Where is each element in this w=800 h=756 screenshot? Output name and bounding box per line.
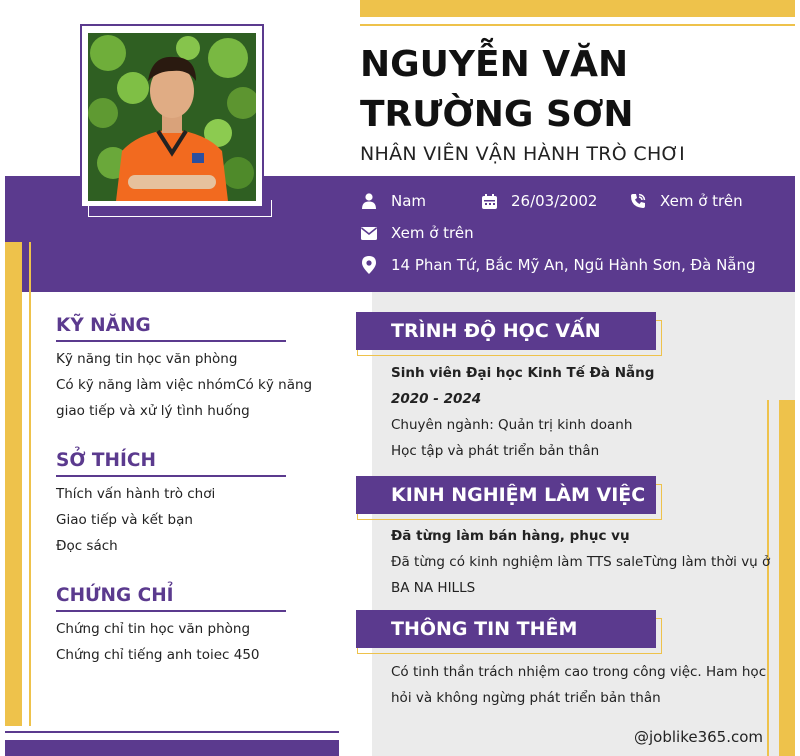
calendar-icon [480,194,498,209]
education-major: Chuyên ngành: Quản trị kinh doanh [391,417,633,433]
skill-item: Kỹ năng tin học văn phòng [56,351,238,367]
watermark: @joblike365.com [634,728,764,746]
top-accent-line [360,24,795,26]
phone-value: Xem ở trên [660,192,743,210]
certificates-title: CHỨNG CHỈ [56,585,174,606]
profile-photo [88,33,256,201]
right-accent-bar [779,400,795,756]
gender-value: Nam [391,192,427,210]
education-school: Sinh viên Đại học Kinh Tế Đà Nẵng [391,365,655,381]
user-icon [360,193,378,209]
hobbies-title: SỞ THÍCH [56,450,156,471]
education-note: Học tập và phát triển bản thân [391,443,600,459]
email-value: Xem ở trên [391,224,474,242]
skills-section [56,315,326,424]
bottom-accent-bar [5,740,339,756]
education-title: TRÌNH ĐỘ HỌC VẤN [391,320,601,342]
hobbies-rule [56,475,286,477]
left-accent-bar [5,242,22,726]
bottom-accent-line [5,731,339,733]
experience-title: KINH NGHIỆM LÀM VIỆC [391,484,646,506]
skills-title: KỸ NĂNG [56,315,151,336]
contact-address [360,256,756,274]
certificates-rule [56,610,286,612]
job-title: NHÂN VIÊN VẬN HÀNH TRÒ CHƠI [360,143,686,165]
experience-desc: Đã từng có kinh nghiệm làm TTS saleTừng làm thời vụ ở BA NA HILLS [391,554,771,596]
contact-phone [629,192,743,210]
certificate-item: Chứng chỉ tiếng anh toiec 450 [56,647,260,663]
top-accent-bar [360,0,795,17]
email-icon [360,227,378,240]
profile-photo-illustration [88,33,256,201]
education-body [391,360,771,464]
hobby-item: Đọc sách [56,538,118,554]
skill-item: Có kỹ năng làm việc nhómCó kỹ năng giao tiếp và xử lý tình huống [56,377,313,419]
hobby-item: Thích vấn hành trò chơi [56,486,216,502]
hobbies-section [56,450,286,559]
experience-body [391,523,771,601]
education-years: 2020 - 2024 [391,391,482,407]
extra-body [391,659,771,711]
education-header [356,312,656,350]
hobby-item: Giao tiếp và kết bạn [56,512,193,528]
address-value: 14 Phan Tứ, Bắc Mỹ An, Ngũ Hành Sơn, Đà Nẵng [391,256,756,274]
skills-rule [56,340,286,342]
experience-header [356,476,656,514]
left-accent-line [29,242,31,726]
certificates-section [56,585,286,668]
candidate-name: NGUYỄN VĂN TRƯỜNG SƠN [360,44,634,135]
extra-desc: Có tinh thần trách nhiệm cao trong công việc. Ham học hỏi và không ngừng phát triển bản thân [391,664,767,706]
extra-title: THÔNG TIN THÊM [391,618,578,640]
contact-gender [360,192,426,210]
experience-role: Đã từng làm bán hàng, phục vụ [391,528,630,544]
contact-birthdate [480,192,597,210]
location-icon [360,256,378,274]
certificate-item: Chứng chỉ tin học văn phòng [56,621,251,637]
phone-icon [629,193,647,209]
contact-email [360,224,474,242]
birthdate-value: 26/03/2002 [511,192,598,210]
extra-header [356,610,656,648]
photo-frame-shadow [88,200,272,217]
